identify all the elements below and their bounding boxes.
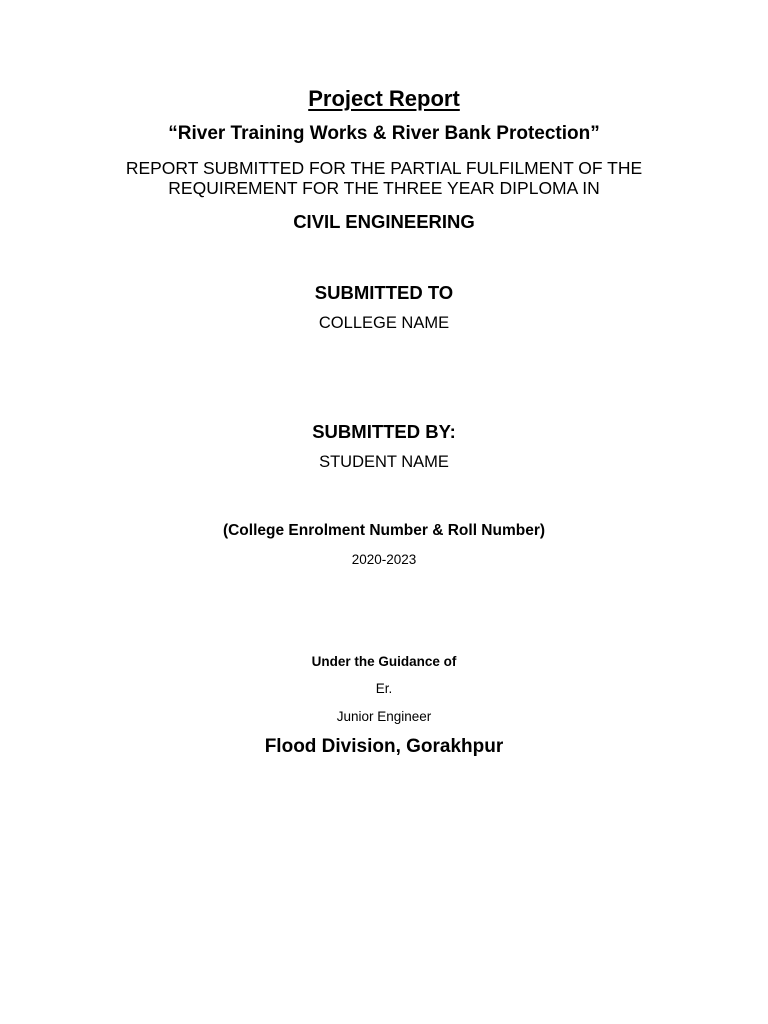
guide-designation: Junior Engineer — [336, 709, 432, 724]
submitted-by-heading: SUBMITTED BY: — [312, 421, 456, 442]
enrolment-number: (College Enrolment Number & Roll Number) — [222, 522, 546, 539]
student-name: STUDENT NAME — [319, 453, 449, 471]
submission-statement — [0, 158, 768, 198]
guide-office: Flood Division, Gorakhpur — [264, 736, 504, 757]
college-name: COLLEGE NAME — [318, 314, 450, 332]
statement-line-1: REPORT SUBMITTED FOR THE PARTIAL FULFILMENT OF THE — [125, 158, 643, 178]
guidance-heading: Under the Guidance of — [311, 654, 457, 669]
submitted-to-heading: SUBMITTED TO — [314, 282, 454, 303]
statement-line-2: REQUIREMENT FOR THE THREE YEAR DIPLOMA IN — [168, 178, 600, 198]
guide-name: Er. — [375, 681, 393, 696]
report-title: Project Report — [308, 86, 460, 111]
academic-session: 2020-2023 — [351, 552, 417, 567]
project-subtitle: “River Training Works & River Bank Protection” — [168, 123, 600, 144]
discipline-heading: CIVIL ENGINEERING — [293, 211, 475, 232]
